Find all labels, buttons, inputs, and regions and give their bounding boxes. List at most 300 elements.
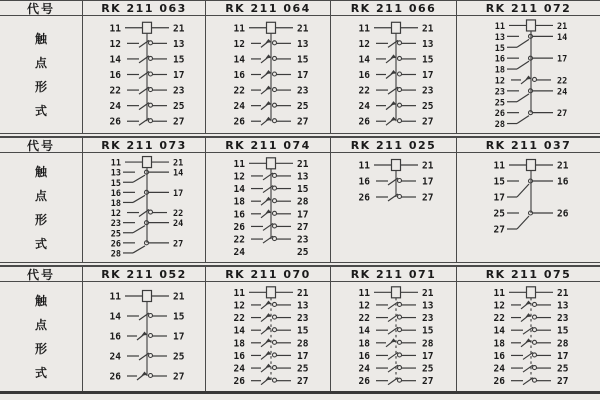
model-header-cell[interactable] [82, 1, 205, 15]
contact-diagram-cell[interactable] [456, 153, 600, 262]
terminal-number-right: 28 [557, 338, 569, 350]
coil-symbol [527, 287, 536, 298]
terminal-number-left: 11 [109, 291, 121, 303]
terminal-number-left: 24 [233, 101, 245, 113]
contact-circle [149, 374, 153, 378]
contact-circle [273, 366, 277, 370]
contact-diagram-cell[interactable] [205, 16, 330, 133]
terminal-number-left: 28 [494, 120, 505, 131]
terminal-number-right: 17 [297, 70, 309, 81]
terminal-number-left: 12 [358, 38, 370, 50]
terminal-number-left: 26 [233, 221, 245, 233]
terminal-number-right: 28 [422, 338, 434, 350]
contact-circle [533, 302, 537, 306]
contact-form-char: 形 [34, 342, 47, 356]
contact-circle [398, 72, 402, 76]
terminal-number-right: 25 [297, 247, 309, 259]
contact-circle [398, 56, 402, 60]
contact-diagram-cell[interactable] [456, 16, 600, 133]
code-header-cell[interactable] [0, 1, 82, 15]
contact-diagram-cell[interactable] [205, 153, 330, 262]
contact-circle [273, 173, 277, 177]
terminal-number-right: 25 [557, 363, 569, 375]
contact-diagram [206, 282, 331, 391]
model-header-cell[interactable] [456, 1, 600, 15]
terminal-number-right: 21 [557, 21, 568, 32]
terminal-number-left: 14 [109, 54, 121, 66]
model-name: RK 211 070 [225, 267, 311, 281]
terminal-number-right: 28 [297, 338, 309, 350]
contact-circle [398, 195, 402, 199]
terminal-number-left: 18 [494, 65, 505, 76]
terminal-number-right: 21 [557, 160, 569, 172]
contact-circle [533, 77, 537, 81]
terminal-number-left: 12 [233, 38, 245, 50]
contact-circle [273, 186, 277, 190]
contact-circle [273, 378, 277, 382]
contact-diagram-cell[interactable] [330, 153, 456, 262]
terminal-number-right: 23 [297, 85, 309, 97]
terminal-number-left: 12 [233, 300, 245, 312]
terminal-number-right: 27 [557, 376, 569, 388]
table-band[interactable] [0, 137, 600, 264]
terminal-number-left: 11 [233, 287, 245, 299]
terminal-number-left: 23 [494, 87, 505, 98]
contact-circle [533, 328, 537, 332]
changeover-blade [517, 61, 529, 69]
code-header-label: 代号 [26, 138, 55, 153]
terminal-number-left: 11 [358, 23, 370, 35]
terminal-number-left: 26 [358, 192, 370, 204]
terminal-number-left: 16 [494, 54, 505, 65]
contact-circle [273, 199, 277, 203]
contact-circle [398, 366, 402, 370]
band-separator[interactable] [0, 133, 600, 137]
contact-circle [398, 328, 402, 332]
terminal-number-right: 26 [557, 208, 569, 220]
terminal-number-right: 13 [297, 300, 309, 312]
changeover-blade [133, 246, 145, 253]
contact-diagram-cell[interactable] [456, 282, 600, 391]
terminal-number-right: 14 [173, 168, 184, 179]
code-header-label: 代号 [26, 1, 55, 16]
terminal-number-right: 21 [422, 23, 434, 35]
terminal-number-left: 24 [358, 101, 370, 113]
contact-circle [273, 224, 277, 228]
terminal-number-right: 17 [422, 350, 434, 362]
contact-diagram [206, 153, 331, 262]
terminal-number-left: 25 [493, 208, 505, 220]
terminal-number-right: 25 [297, 101, 309, 113]
terminal-number-right: 21 [297, 287, 309, 299]
terminal-number-right: 17 [422, 176, 434, 188]
model-name: RK 211 073 [101, 138, 187, 152]
contact-circle [273, 302, 277, 306]
terminal-number-right: 21 [173, 23, 185, 35]
terminal-number-left: 11 [358, 287, 370, 299]
terminal-number-left: 16 [233, 350, 245, 362]
model-header-cell[interactable] [205, 138, 330, 152]
contact-diagram [331, 16, 457, 133]
terminal-number-left: 12 [358, 300, 370, 312]
terminal-number-right: 27 [297, 221, 309, 233]
contact-diagram [457, 282, 600, 391]
terminal-number-right: 15 [422, 325, 434, 337]
contact-circle [398, 315, 402, 319]
terminal-number-left: 26 [358, 116, 370, 128]
contact-circle [273, 328, 277, 332]
terminal-number-right: 21 [173, 158, 184, 169]
terminal-number-right: 13 [297, 38, 309, 50]
contact-circle [533, 353, 537, 357]
contact-circle [273, 119, 277, 123]
terminal-number-left: 26 [109, 116, 121, 128]
terminal-number-left: 27 [493, 224, 505, 236]
terminal-number-left: 18 [110, 198, 121, 209]
terminal-number-right: 13 [173, 38, 185, 50]
terminal-number-right: 25 [173, 351, 185, 363]
terminal-number-left: 11 [233, 23, 245, 35]
contact-circle [273, 315, 277, 319]
contact-circle [398, 340, 402, 344]
model-header-cell[interactable] [82, 138, 205, 152]
model-name: RK 211 052 [101, 267, 187, 281]
model-name: RK 211 074 [225, 138, 311, 152]
changeover-blade [517, 39, 529, 47]
terminal-number-left: 25 [110, 229, 121, 240]
contact-circle [149, 354, 153, 358]
terminal-number-left: 16 [233, 209, 245, 221]
terminal-number-left: 11 [109, 23, 121, 35]
coil-symbol [143, 291, 152, 302]
code-header-cell[interactable] [0, 138, 82, 152]
terminal-number-right: 23 [297, 313, 309, 325]
contact-circle [533, 340, 537, 344]
terminal-number-left: 13 [494, 32, 505, 43]
terminal-number-left: 12 [110, 209, 121, 220]
contact-circle [398, 41, 402, 45]
contact-circle [398, 378, 402, 382]
contact-form-char: 触 [34, 165, 47, 179]
band-header-row[interactable] [0, 137, 600, 153]
band-body-row[interactable] [0, 16, 600, 133]
terminal-number-right: 13 [297, 171, 309, 183]
coil-symbol [267, 287, 276, 298]
terminal-number-right: 21 [422, 160, 434, 172]
contact-circle [149, 56, 153, 60]
terminal-number-left: 14 [493, 325, 505, 337]
terminal-number-right: 17 [557, 350, 569, 362]
coil-symbol [267, 158, 276, 169]
table-band[interactable] [0, 266, 600, 393]
contact-circle [149, 210, 153, 214]
terminal-number-right: 22 [173, 209, 184, 220]
contact-circle [273, 88, 277, 92]
contact-circle [273, 237, 277, 241]
code-header-label: 代号 [26, 267, 55, 282]
changeover-blade [517, 216, 529, 229]
contact-circle [273, 103, 277, 107]
terminal-number-left: 26 [358, 376, 370, 388]
model-name: RK 211 075 [485, 267, 572, 281]
contact-diagram [331, 153, 457, 262]
terminal-number-right: 17 [422, 70, 434, 81]
terminal-number-right: 23 [173, 85, 185, 97]
coil-symbol [527, 160, 536, 171]
contact-circle [273, 72, 277, 76]
contact-circle [273, 211, 277, 215]
band-body-row[interactable] [0, 153, 600, 262]
terminal-number-left: 26 [233, 116, 245, 128]
terminal-number-left: 12 [109, 38, 121, 50]
terminal-number-left: 15 [493, 176, 505, 188]
terminal-number-left: 26 [110, 239, 121, 250]
terminal-number-left: 28 [110, 249, 121, 260]
terminal-number-left: 22 [109, 85, 121, 97]
contact-circle [273, 56, 277, 60]
terminal-number-left: 17 [493, 192, 505, 204]
terminal-number-left: 24 [109, 101, 121, 113]
terminal-number-left: 13 [110, 168, 121, 179]
terminal-number-left: 14 [358, 54, 370, 66]
table-bottom-border[interactable] [0, 391, 600, 394]
coil-symbol [143, 157, 152, 168]
terminal-number-right: 17 [173, 331, 185, 343]
terminal-number-right: 13 [422, 300, 434, 312]
contact-circle [273, 340, 277, 344]
model-header-cell[interactable] [205, 1, 330, 15]
contact-form-label[interactable] [0, 16, 82, 133]
contact-diagram [83, 16, 206, 133]
terminal-number-left: 18 [493, 338, 505, 350]
contact-diagram-cell[interactable] [82, 282, 205, 391]
model-name: RK 211 025 [350, 138, 437, 152]
model-header-cell[interactable] [456, 138, 600, 152]
terminal-number-right: 23 [422, 85, 434, 97]
terminal-number-left: 24 [233, 363, 245, 375]
terminal-number-left: 22 [493, 313, 505, 325]
terminal-number-right: 27 [557, 109, 568, 120]
terminal-number-right: 23 [422, 313, 434, 325]
changeover-blade [133, 195, 145, 202]
terminal-number-right: 27 [173, 371, 185, 383]
terminal-number-left: 12 [233, 171, 245, 183]
contact-form-char: 触 [34, 294, 47, 308]
terminal-number-left: 14 [233, 325, 245, 337]
terminal-number-right: 21 [557, 287, 569, 299]
contact-circle [149, 41, 153, 45]
terminal-number-left: 11 [493, 287, 505, 299]
terminal-number-left: 15 [494, 43, 505, 54]
terminal-number-left: 24 [109, 351, 121, 363]
terminal-number-right: 17 [173, 188, 184, 199]
terminal-number-left: 25 [494, 98, 505, 109]
terminal-number-left: 23 [110, 219, 121, 230]
contact-form-char: 式 [34, 237, 47, 251]
terminal-number-right: 17 [173, 70, 185, 81]
terminal-number-left: 24 [358, 363, 370, 375]
model-name: RK 211 066 [350, 1, 437, 15]
contact-circle [149, 314, 153, 318]
coil-symbol [527, 20, 536, 31]
terminal-number-right: 21 [297, 158, 309, 170]
contact-form-char: 形 [34, 213, 47, 227]
coil-symbol [392, 160, 401, 171]
band-header-row[interactable] [0, 266, 600, 282]
terminal-number-left: 18 [233, 338, 245, 350]
terminal-number-left: 22 [358, 313, 370, 325]
terminal-number-right: 24 [557, 87, 568, 98]
contact-diagram-cell[interactable] [82, 153, 205, 262]
terminal-number-right: 22 [557, 76, 568, 87]
changeover-blade [517, 116, 529, 124]
contact-circle [398, 302, 402, 306]
contact-diagram [457, 16, 600, 133]
contact-diagram-cell[interactable] [82, 16, 205, 133]
contact-circle [149, 334, 153, 338]
terminal-number-right: 15 [297, 184, 309, 196]
terminal-number-left: 12 [493, 300, 505, 312]
contact-form-char: 点 [34, 318, 47, 332]
model-name: RK 211 071 [350, 267, 437, 281]
terminal-number-left: 16 [109, 70, 121, 81]
terminal-number-right: 17 [557, 54, 568, 65]
coil-symbol [392, 22, 401, 33]
terminal-number-left: 15 [110, 178, 121, 189]
contact-diagram [331, 282, 457, 391]
terminal-number-left: 26 [493, 376, 505, 388]
contact-form-label[interactable] [0, 282, 82, 391]
contact-circle [398, 179, 402, 183]
terminal-number-left: 26 [233, 376, 245, 388]
contact-form-char: 式 [34, 104, 47, 118]
terminal-number-right: 27 [422, 376, 434, 388]
coil-symbol [143, 22, 152, 33]
coil-symbol [267, 22, 276, 33]
terminal-number-right: 15 [297, 54, 309, 66]
contact-circle [398, 88, 402, 92]
terminal-number-right: 25 [422, 363, 434, 375]
terminal-number-left: 14 [233, 54, 245, 66]
model-header-cell[interactable] [82, 267, 205, 281]
terminal-number-right: 17 [297, 209, 309, 221]
contact-form-char: 触 [34, 32, 47, 46]
terminal-number-right: 23 [557, 313, 569, 325]
terminal-number-left: 16 [493, 350, 505, 362]
terminal-number-left: 16 [109, 331, 121, 343]
terminal-number-left: 11 [233, 158, 245, 170]
terminal-number-right: 25 [173, 101, 185, 113]
terminal-number-right: 25 [297, 363, 309, 375]
contact-diagram-cell[interactable] [205, 282, 330, 391]
contact-circle [533, 378, 537, 382]
terminal-number-right: 13 [557, 300, 569, 312]
contact-circle [398, 353, 402, 357]
terminal-number-right: 15 [297, 325, 309, 337]
model-name: RK 211 063 [101, 1, 187, 15]
terminal-number-right: 17 [297, 350, 309, 362]
contact-circle [533, 366, 537, 370]
terminal-number-right: 14 [557, 32, 568, 43]
contact-form-char: 式 [34, 366, 47, 380]
contact-diagram-cell[interactable] [330, 16, 456, 133]
contact-circle [273, 41, 277, 45]
terminal-number-left: 22 [233, 313, 245, 325]
terminal-number-left: 26 [494, 109, 505, 120]
terminal-number-left: 18 [358, 338, 370, 350]
table-band[interactable] [0, 0, 600, 135]
terminal-number-left: 14 [233, 184, 245, 196]
terminal-number-right: 15 [173, 54, 185, 66]
terminal-number-right: 21 [297, 23, 309, 35]
contact-form-label[interactable] [0, 153, 82, 262]
contact-diagram [206, 16, 331, 133]
terminal-number-left: 16 [110, 188, 121, 199]
contact-form-char: 形 [34, 80, 47, 94]
terminal-number-right: 13 [422, 38, 434, 50]
changeover-blade [517, 184, 529, 197]
terminal-number-left: 11 [110, 158, 121, 169]
terminal-number-left: 22 [233, 85, 245, 97]
contact-circle [149, 103, 153, 107]
terminal-number-right: 27 [297, 376, 309, 388]
contact-circle [149, 88, 153, 92]
model-header-cell[interactable] [330, 138, 456, 152]
terminal-number-right: 16 [557, 176, 569, 188]
terminal-number-left: 11 [493, 160, 505, 172]
contact-circle [273, 353, 277, 357]
band-header-row[interactable] [0, 0, 600, 16]
terminal-number-right: 15 [557, 325, 569, 337]
terminal-number-left: 16 [358, 176, 370, 188]
model-header-cell[interactable] [205, 267, 330, 281]
model-header-cell[interactable] [330, 267, 456, 281]
terminal-number-right: 21 [173, 291, 185, 303]
model-header-cell[interactable] [330, 1, 456, 15]
model-name: RK 211 072 [485, 1, 572, 15]
contact-circle [398, 119, 402, 123]
terminal-number-right: 27 [173, 239, 184, 250]
terminal-number-left: 12 [494, 76, 505, 87]
terminal-number-left: 22 [358, 85, 370, 97]
contact-diagram [83, 153, 206, 262]
changeover-blade [133, 226, 145, 233]
contact-diagram [457, 153, 600, 262]
model-name: RK 211 064 [225, 1, 311, 15]
band-separator[interactable] [0, 262, 600, 266]
code-header-cell[interactable] [0, 267, 82, 281]
contact-circle [398, 103, 402, 107]
terminal-number-left: 16 [233, 70, 245, 81]
terminal-number-right: 27 [297, 116, 309, 128]
contact-form-char: 点 [34, 189, 47, 203]
terminal-number-right: 24 [173, 219, 184, 230]
terminal-number-left: 26 [109, 371, 121, 383]
terminal-number-left: 24 [233, 247, 245, 259]
contact-diagram-cell[interactable] [330, 282, 456, 391]
terminal-number-right: 25 [422, 101, 434, 113]
contact-circle [533, 315, 537, 319]
terminal-number-right: 15 [173, 311, 185, 323]
terminal-number-right: 15 [422, 54, 434, 66]
contact-circle [149, 119, 153, 123]
band-body-row[interactable] [0, 282, 600, 391]
model-header-cell[interactable] [456, 267, 600, 281]
terminal-number-right: 28 [297, 196, 309, 208]
terminal-number-right: 23 [297, 234, 309, 246]
terminal-number-right: 21 [422, 287, 434, 299]
changeover-blade [517, 94, 529, 102]
